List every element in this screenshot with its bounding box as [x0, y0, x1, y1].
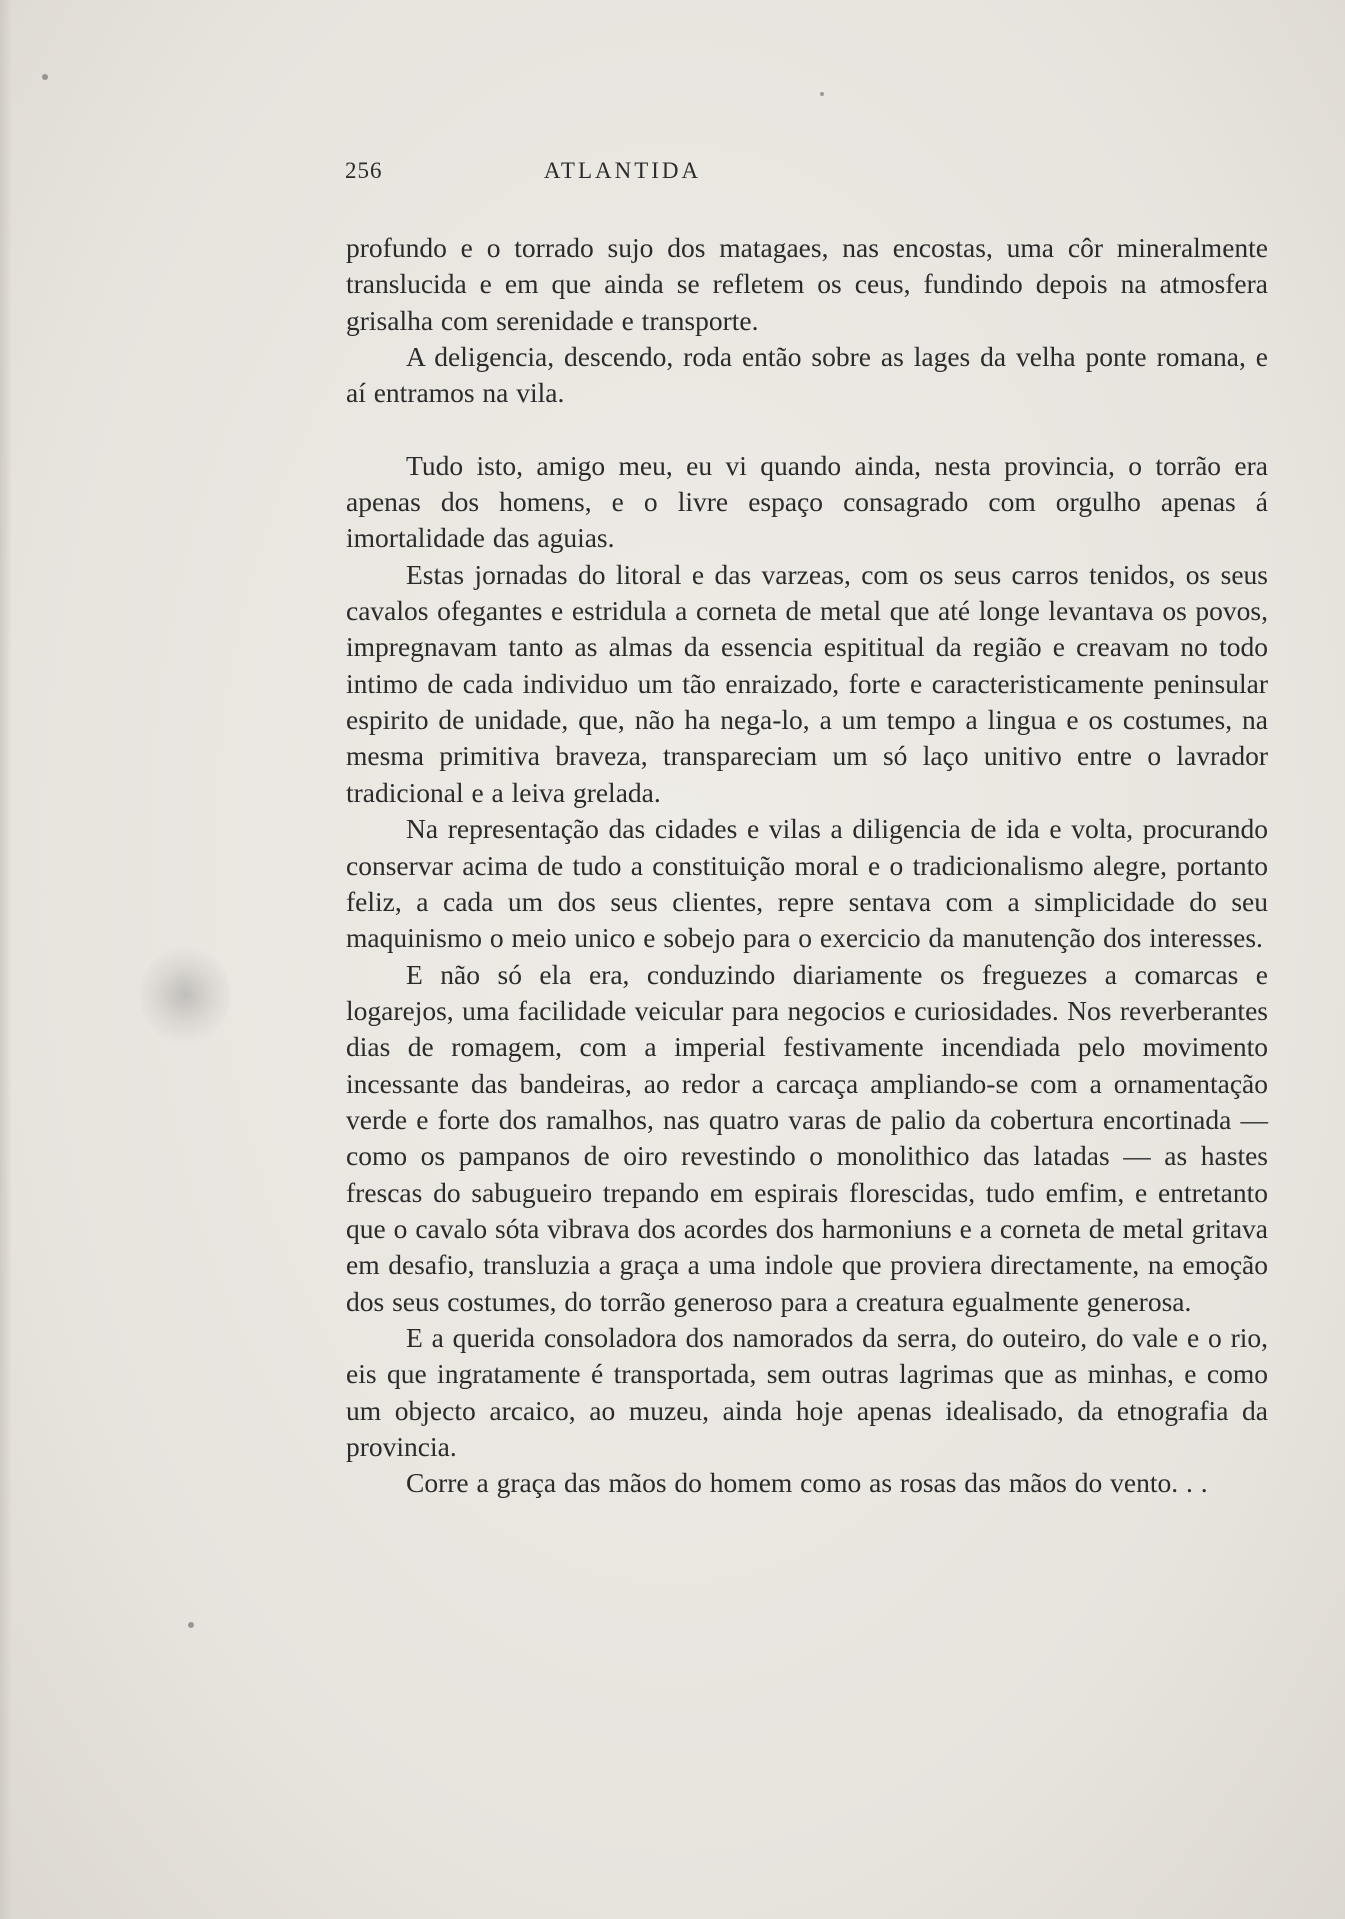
paper-speck	[820, 92, 824, 96]
paragraph: Corre a graça das mãos do homem como as rosas das mãos do vento. . .	[406, 1467, 1208, 1499]
running-header	[345, 158, 885, 194]
paragraph: Tudo isto, amigo meu, eu vi quando ainda, nesta provincia, o torrão era apenas dos homens, e o livre espaço consagrado com orgulho apenas á imortalidade das aguias.	[346, 449, 1268, 554]
ink-smudge	[140, 945, 230, 1045]
body-text	[346, 230, 1268, 1502]
paragraph: Na representação das cidades e vilas a diligencia de ida e volta, procurando conservar acima de tudo a constituição moral e o tradicionalismo alegre, portanto feliz, a cada um dos seus clientes, repre sentava com a simplicidade do seu maquinismo o meio unico e sobejo para o exercicio da manutenção dos interesses.	[346, 813, 1268, 954]
paragraph: A deligencia, descendo, roda então sobre as lages da velha ponte romana, e aí entramos na vila.	[346, 341, 1268, 409]
paper-speck	[188, 1622, 194, 1628]
paragraph: E não só ela era, conduzindo diariamente os freguezes a comarcas e logarejos, uma facilidade veicular para negocios e curiosidades. Nos reverberantes dias de romagem, com a imperial festivamente incendiada pelo movimento incessante das bandeiras, ao redor a carcaça ampliando-se com a ornamentação verde e forte dos ramalhos, nas quatro varas de palio da cobertura encortinada — como os pampanos de oiro revestindo o monolithico das latadas — as hastes frescas do sabugueiro trepando em espirais florescidas, tudo emfim, e entretanto que o cavalo sóta vibrava dos acordes dos harmoniuns e a corneta de metal gritava em desafio, transluzia a graça a uma indole que proviera directamente, na emoção dos seus costumes, do torrão generoso para a creatura egualmente generosa.	[346, 958, 1268, 1317]
page-edge-shadow	[0, 0, 12, 1919]
running-title: ATLANTIDA	[543, 158, 702, 183]
page-number: 256	[345, 158, 383, 183]
paragraph: profundo e o torrado sujo dos matagaes, nas encostas, uma côr mineralmente translucida e em que ainda se refletem os ceus, fundindo depois na atmosfera grisalha com serenidade e transporte.	[346, 232, 1268, 336]
paragraph: Estas jornadas do litoral e das varzeas, com os seus carros tenidos, os seus cavalos ofegantes e estridula a corneta de metal que até longe levantava os povos, impregnavam tanto as almas da essencia espititual da região e creavam no todo intimo de cada individuo um tão enraizado, forte e caracteristicamente peninsular espirito de unidade, que, não ha nega-lo, a um tempo a lingua e os costumes, na mesma primitiva braveza, transpareciam um só laço unitivo entre o lavrador tradicional e a leiva grelada.	[346, 558, 1268, 808]
paper-speck	[42, 74, 48, 80]
paragraph: E a querida consoladora dos namorados da serra, do outeiro, do vale e o rio, eis que ingratamente é transportada, sem outras lagrimas que as minhas, e como um objecto arcaico, ao muzeu, ainda hoje apenas idealisado, da etnografia da provincia.	[346, 1321, 1268, 1462]
